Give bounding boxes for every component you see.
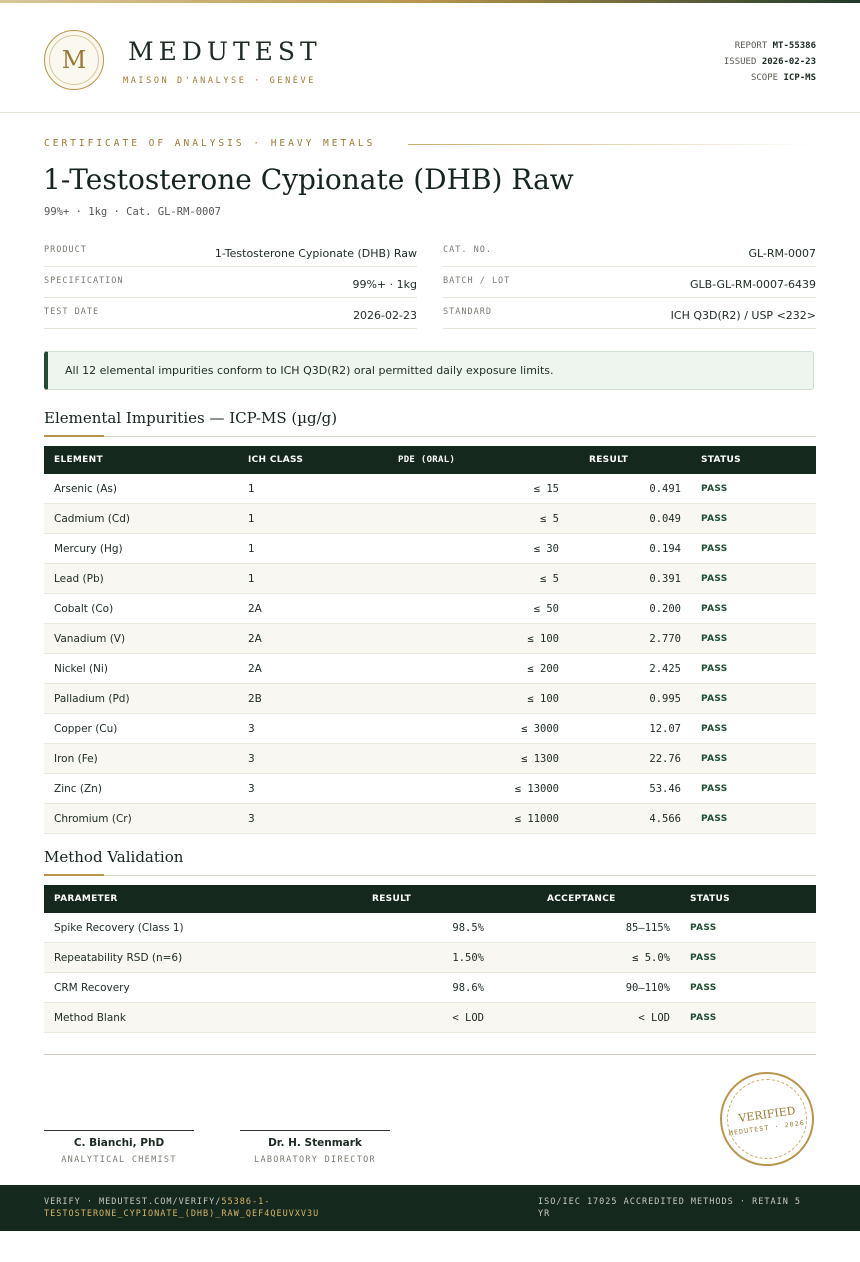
ich-class: 1 xyxy=(238,564,348,594)
result-value: 0.491 xyxy=(569,474,691,504)
ich-class: 3 xyxy=(238,714,348,744)
result-value: 0.391 xyxy=(569,564,691,594)
verified-seal xyxy=(720,1072,814,1166)
info-row-test-date: TEST DATE 2026-02-23 xyxy=(44,298,417,329)
pde-limit: ≤ 100 xyxy=(348,684,569,714)
pde-limit: ≤ 30 xyxy=(348,534,569,564)
element-name: Vanadium (V) xyxy=(44,624,238,654)
product-subtitle: 99%+ · 1kg · Cat. GL-RM-0007 xyxy=(44,206,222,218)
scope-value: ICP-MS xyxy=(783,73,816,83)
element-name: Palladium (Pd) xyxy=(44,684,238,714)
result-value: 0.194 xyxy=(569,534,691,564)
validation-table xyxy=(44,885,816,1033)
element-name: Copper (Cu) xyxy=(44,714,238,744)
brand-name: MEDUTEST xyxy=(128,37,322,66)
impurity-row xyxy=(44,774,816,804)
impurity-row xyxy=(44,714,816,744)
result-value: 53.46 xyxy=(569,774,691,804)
signature-director xyxy=(240,1130,390,1165)
logo-monogram: M xyxy=(49,35,99,85)
parameter-name: Spike Recovery (Class 1) xyxy=(44,913,309,943)
col-val-status: STATUS xyxy=(680,885,816,913)
verification-footer xyxy=(0,1185,860,1231)
element-name: Cadmium (Cd) xyxy=(44,504,238,534)
col-result: RESULT xyxy=(569,446,691,474)
result-value: 2.425 xyxy=(569,654,691,684)
brand-tagline: MAISON D'ANALYSE · GENÈVE xyxy=(123,76,316,86)
element-name: Nickel (Ni) xyxy=(44,654,238,684)
report-meta xyxy=(724,38,816,86)
parameter-name: Method Blank xyxy=(44,1003,309,1033)
status-badge: PASS xyxy=(691,504,816,534)
ich-class: 2B xyxy=(238,684,348,714)
acceptance-range: < LOD xyxy=(494,1003,680,1033)
verify-code: 55386-1-TESTOSTERONE_CYPIONATE_(DHB)_RAW_QEF4QEUVXV3U xyxy=(44,1197,320,1219)
info-row-batch-lot: BATCH / LOT GLB-GL-RM-0007-6439 xyxy=(443,267,816,298)
impurities-section-title: Elemental Impurities — ICP-MS (µg/g) xyxy=(44,409,338,427)
signature-name: C. Bianchi, PhD xyxy=(73,1137,165,1149)
col-status: STATUS xyxy=(691,446,816,474)
seal-word: VERIFIED xyxy=(737,1104,797,1125)
ich-class: 1 xyxy=(238,504,348,534)
status-badge: PASS xyxy=(691,774,816,804)
scope-row: SCOPE ICP-MS xyxy=(750,73,816,83)
signature-name: Dr. H. Stenmark xyxy=(268,1137,362,1149)
verify-link[interactable]: VERIFY · MEDUTEST.COM/VERIFY/55386-1-TESTOSTERONE_CYPIONATE_(DHB)_RAW_QEF4QEUVXV3U xyxy=(44,1197,320,1219)
pde-limit: ≤ 1300 xyxy=(348,744,569,774)
result-value: 0.995 xyxy=(569,684,691,714)
pde-limit: ≤ 200 xyxy=(348,654,569,684)
result-value: 2.770 xyxy=(569,624,691,654)
validation-result: 98.6% xyxy=(309,973,494,1003)
impurity-row xyxy=(44,564,816,594)
pde-limit: ≤ 5 xyxy=(348,564,569,594)
col-element: ELEMENT xyxy=(44,446,238,474)
status-badge: PASS xyxy=(680,973,816,1003)
conformance-banner xyxy=(44,351,814,390)
impurity-row xyxy=(44,804,816,834)
acceptance-range: 85–115% xyxy=(494,913,680,943)
result-value: 4.566 xyxy=(569,804,691,834)
validation-row xyxy=(44,1003,816,1033)
impurity-row xyxy=(44,504,816,534)
impurity-row xyxy=(44,594,816,624)
impurity-row xyxy=(44,534,816,564)
seal-subtext: MEDUTEST · 2026 xyxy=(728,1118,806,1138)
signature-chemist xyxy=(44,1130,194,1165)
validation-result: 98.5% xyxy=(309,913,494,943)
pde-limit: ≤ 100 xyxy=(348,624,569,654)
col-acceptance: ACCEPTANCE xyxy=(494,885,680,913)
impurity-row xyxy=(44,474,816,504)
col-val-result: RESULT xyxy=(309,885,494,913)
col-parameter: PARAMETER xyxy=(44,885,309,913)
signature-role: LABORATORY DIRECTOR xyxy=(254,1155,376,1165)
status-badge: PASS xyxy=(691,594,816,624)
ich-class: 3 xyxy=(238,804,348,834)
status-badge: PASS xyxy=(691,744,816,774)
status-badge: PASS xyxy=(691,804,816,834)
accreditation-note: ISO/IEC 17025 ACCREDITED METHODS · RETAIN 5 YR xyxy=(538,1197,802,1219)
col-pde: PDE (ORAL) xyxy=(348,446,569,474)
parameter-name: Repeatability RSD (n=6) xyxy=(44,943,309,973)
validation-result: 1.50% xyxy=(309,943,494,973)
ich-class: 1 xyxy=(238,474,348,504)
pde-limit: ≤ 3000 xyxy=(348,714,569,744)
ich-class: 3 xyxy=(238,744,348,774)
info-row-standard: STANDARD ICH Q3D(R2) / USP <232> xyxy=(443,298,816,329)
impurities-table xyxy=(44,446,816,834)
ich-class: 1 xyxy=(238,534,348,564)
acceptance-range: ≤ 5.0% xyxy=(494,943,680,973)
acceptance-range: 90–110% xyxy=(494,973,680,1003)
validation-row xyxy=(44,943,816,973)
element-name: Lead (Pb) xyxy=(44,564,238,594)
impurity-row xyxy=(44,624,816,654)
validation-section-rule xyxy=(44,875,816,876)
impurity-row xyxy=(44,744,816,774)
report-number: MT-55386 xyxy=(772,41,816,51)
status-badge: PASS xyxy=(691,714,816,744)
status-badge: PASS xyxy=(691,534,816,564)
status-badge: PASS xyxy=(691,684,816,714)
issued-date: 2026-02-23 xyxy=(761,57,816,67)
conformance-text: All 12 elemental impurities conform to ICH Q3D(R2) oral permitted daily exposure limits. xyxy=(65,364,554,377)
ich-class: 3 xyxy=(238,774,348,804)
impurity-row xyxy=(44,654,816,684)
validation-row xyxy=(44,973,816,1003)
info-row-cat-no: CAT. NO. GL-RM-0007 xyxy=(443,236,816,267)
element-name: Cobalt (Co) xyxy=(44,594,238,624)
ich-class: 2A xyxy=(238,624,348,654)
ich-class: 2A xyxy=(238,594,348,624)
info-row-product: PRODUCT 1-Testosterone Cypionate (DHB) Raw xyxy=(44,236,417,267)
impurities-header-row xyxy=(44,446,816,474)
element-name: Zinc (Zn) xyxy=(44,774,238,804)
pde-limit: ≤ 13000 xyxy=(348,774,569,804)
pde-limit: ≤ 15 xyxy=(348,474,569,504)
validation-row xyxy=(44,913,816,943)
impurities-section-accent xyxy=(44,435,104,437)
pde-limit: ≤ 5 xyxy=(348,504,569,534)
status-badge: PASS xyxy=(680,943,816,973)
report-number-row: REPORT MT-55386 xyxy=(734,41,816,51)
info-grid-left xyxy=(44,236,417,329)
element-name: Mercury (Hg) xyxy=(44,534,238,564)
result-value: 0.049 xyxy=(569,504,691,534)
result-value: 22.76 xyxy=(569,744,691,774)
signature-role: ANALYTICAL CHEMIST xyxy=(61,1155,177,1165)
ich-class: 2A xyxy=(238,654,348,684)
parameter-name: CRM Recovery xyxy=(44,973,309,1003)
validation-header-row xyxy=(44,885,816,913)
signature-divider xyxy=(44,1054,816,1055)
status-badge: PASS xyxy=(691,654,816,684)
pde-limit: ≤ 50 xyxy=(348,594,569,624)
kicker-divider xyxy=(408,144,816,145)
product-title: 1-Testosterone Cypionate (DHB) Raw xyxy=(43,163,574,196)
brand-logo xyxy=(44,30,104,90)
status-badge: PASS xyxy=(680,1003,816,1033)
element-name: Arsenic (As) xyxy=(44,474,238,504)
status-badge: PASS xyxy=(691,624,816,654)
validation-section-title: Method Validation xyxy=(44,848,184,866)
impurity-row xyxy=(44,684,816,714)
result-value: 0.200 xyxy=(569,594,691,624)
element-name: Iron (Fe) xyxy=(44,744,238,774)
status-badge: PASS xyxy=(691,474,816,504)
info-grid-right xyxy=(443,236,816,329)
col-ich-class: ICH CLASS xyxy=(238,446,348,474)
result-value: 12.07 xyxy=(569,714,691,744)
report-header xyxy=(0,3,860,113)
status-badge: PASS xyxy=(680,913,816,943)
element-name: Chromium (Cr) xyxy=(44,804,238,834)
validation-result: < LOD xyxy=(309,1003,494,1033)
certificate-kicker: CERTIFICATE OF ANALYSIS · HEAVY METALS xyxy=(44,138,376,149)
issued-row: ISSUED 2026-02-23 xyxy=(723,57,816,67)
status-badge: PASS xyxy=(691,564,816,594)
impurities-section-rule xyxy=(44,436,816,437)
pde-limit: ≤ 11000 xyxy=(348,804,569,834)
info-row-specification: SPECIFICATION 99%+ · 1kg xyxy=(44,267,417,298)
validation-section-accent xyxy=(44,874,104,876)
